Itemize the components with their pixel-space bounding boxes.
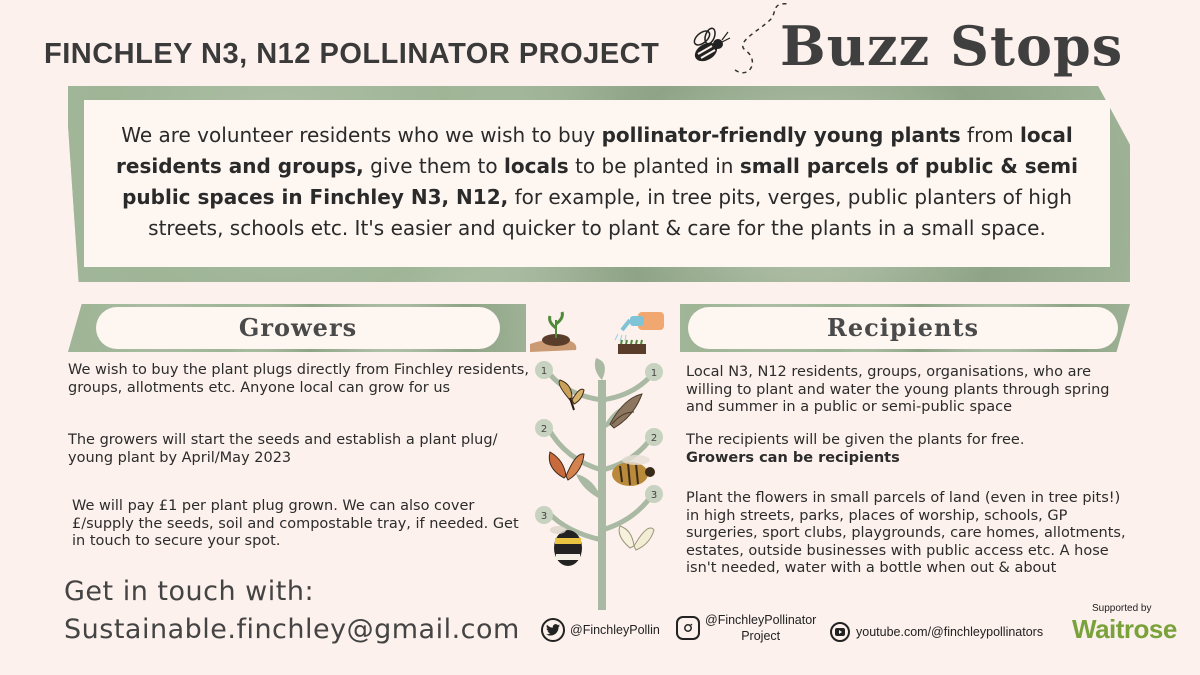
instagram-icon bbox=[676, 616, 700, 640]
watering-can-icon bbox=[615, 312, 664, 354]
growers-paragraph-1: We wish to buy the plant plugs directly from Finchley residents, groups, allotments etc. Anyone local can grow for us bbox=[68, 362, 529, 396]
contact-label: Get in touch with: bbox=[64, 576, 315, 607]
left-step-3: 3 bbox=[540, 511, 548, 522]
supported-by-label: Supported by bbox=[1092, 603, 1152, 614]
twitter-icon bbox=[541, 618, 565, 642]
youtube-text: youtube.com/@finchleypollinators bbox=[856, 625, 1044, 639]
butterfly-icon-1 bbox=[559, 380, 584, 410]
right-step-3: 3 bbox=[650, 490, 658, 501]
left-step-2: 2 bbox=[540, 424, 548, 435]
right-step-2: 2 bbox=[650, 433, 658, 444]
project-title: FINCHLEY N3, N12 POLLINATOR PROJECT bbox=[44, 38, 660, 70]
instagram-handle[interactable] bbox=[676, 612, 816, 644]
youtube-link[interactable] bbox=[830, 622, 1043, 642]
recipients-paragraph-2: The recipients will be given the plants for free. Growers can be recipients bbox=[686, 432, 1025, 466]
plant-diagram bbox=[526, 300, 681, 610]
right-step-1: 1 bbox=[650, 368, 658, 379]
seedling-hand-icon bbox=[530, 312, 576, 352]
growers-heading: Growers bbox=[96, 307, 500, 349]
brand-title: Buzz Stops bbox=[780, 14, 1124, 78]
instagram-text: @FinchleyPollinator Project bbox=[705, 613, 817, 643]
bee-insect-icon bbox=[612, 455, 655, 486]
recipients-paragraph-3: Plant the flowers in small parcels of land (even in tree pits!) in high streets, parks, places of worship, schools, GP surgeries, sport clubs, playgrounds, care homes, allotments, estates, outside businesses with public access etc. A hose isn't needed, water with a bottle when out & about bbox=[686, 490, 1126, 576]
bee-icon bbox=[680, 24, 732, 70]
left-step-1: 1 bbox=[540, 366, 548, 377]
contact-email[interactable]: Sustainable.finchley@gmail.com bbox=[64, 614, 520, 645]
growers-paragraph-2: The growers will start the seeds and establish a plant plug/ young plant by April/May 2023 bbox=[68, 432, 498, 466]
youtube-icon bbox=[830, 622, 850, 642]
intro-text: We are volunteer residents who we wish to buy pollinator-friendly young plants from local residents and groups, give them to locals to be planted in small parcels of public & semi public spaces in Finchley N3, N12, for example, in tree pits, verges, public planters of high streets, schools etc. It's easier and quicker to plant & care for the plants in a small space. bbox=[84, 100, 1110, 267]
recipients-paragraph-1: Local N3, N12 residents, groups, organisations, who are willing to plant and water the young plants through spring and summer in a public or semi-public space bbox=[686, 364, 1110, 415]
white-butterfly-icon bbox=[619, 526, 654, 550]
twitter-text: @FinchleyPollin bbox=[570, 623, 660, 637]
recipients-heading: Recipients bbox=[688, 307, 1118, 349]
waitrose-logo: Waitrose bbox=[1072, 614, 1177, 644]
growers-paragraph-3: We will pay £1 per plant plug grown. We can also cover £/supply the seeds, soil and compostable tray, if needed. Get in touch to secure your spot. bbox=[72, 498, 519, 549]
twitter-handle[interactable] bbox=[541, 618, 660, 642]
